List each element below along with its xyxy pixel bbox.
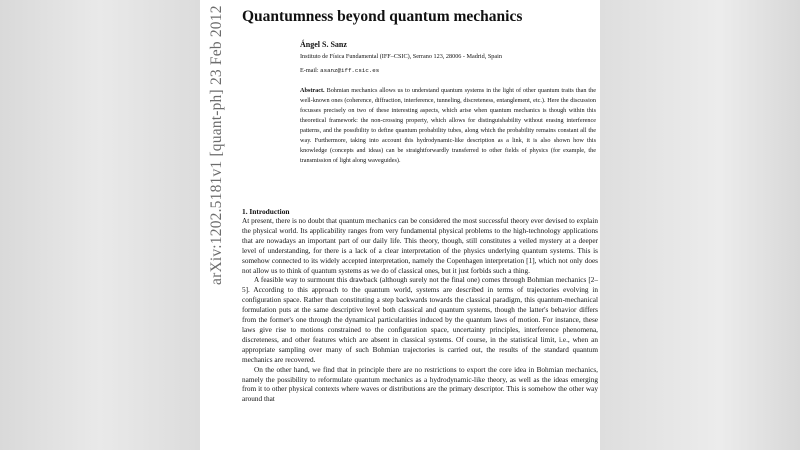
section-heading: 1. Introduction <box>242 207 290 216</box>
email-label: E-mail: <box>300 67 319 74</box>
abstract-text: Bohmian mechanics allows us to understand quantum systems in the light of other quantum traits than the well-known ones (coherence, diffraction, interference, tunneling, discreteness, entanglement, etc.). Here the discussion focusses precisely on two of these interesting aspects, which arise when quantum mechanics is though within this theoretical framework: the non-crossing property, which allows for distinguishability without erasing interference patterns, and the possibility to define quantum probability tubes, along which the probability remains constant all the way. Furthermore, taking into account this hydrodynamic-like description as a link, it is also shown how this knowledge (concepts and ideas) can be straightforwardly transferred to other fields of physics (for example, the transmission of light along waveguides). <box>300 87 596 164</box>
author-affiliation: Instituto de Física Fundamental (IFF–CSIC), Serrano 123, 28006 - Madrid, Spain <box>300 53 502 60</box>
author-email <box>300 67 379 74</box>
document-page <box>200 0 600 450</box>
arxiv-identifier: arXiv:1202.5181v1 [quant-ph] 23 Feb 2012 <box>208 5 225 285</box>
email-address[interactable]: asanz@iff.csic.es <box>320 67 380 74</box>
paper-title: Quantumness beyond quantum mechanics <box>242 8 523 25</box>
paragraph: On the other hand, we find that in principle there are no restrictions to export the core idea in Bohmian mechanics, namely the possibility to reformulate quantum mechanics as a hydrodynamic-like theory, as well as the ideas emerging from it to other physical contexts where waves or distributions are the primary descriptor. This is somehow the other way around that <box>242 365 598 404</box>
abstract-label: Abstract. <box>300 87 325 94</box>
left-background <box>0 0 200 450</box>
right-background <box>600 0 800 450</box>
paragraph: At present, there is no doubt that quantum mechanics can be considered the most successful theory ever devised to explain the physical world. Its applicability ranges from very fundamental physical problems to the high-technology applications that are nowadays an important part of our daily life. This theory, though, still constitutes a veiled mystery at a deeper level of understanding, for there is a lack of a clear interpretation of the physics underlying quantum systems. This is somehow connected to its widely accepted interpretation, namely the Copenhagen interpretation [1], which not only does not allow us to think of quantum systems as we do of classical ones, but it just forbids such a thing. <box>242 217 598 275</box>
paragraph: A feasible way to surmount this drawback (although surely not the final one) comes through Bohmian mechanics [2–5]. According to this approach to the quantum world, systems are described in terms of trajectories evolving in configuration space. Rather than constituting a step backwards towards the classical paradigm, this quantum-mechanical formulation puts at the same descriptive level both classical and quantum systems, though the latter's behavior differs from the former's one through the dynamical particularities induced by the quantum laws of motion. For instance, these laws give rise to motions constrained to the configuration space, uncertainty principles, interference phenomena, discreteness, and other features which are absent in classical systems. Of course, in the statistical limit, i.e., when an appropriate sampling over many of such Bohmian trajectories is carried out, the results of the standard quantum mechanics are recovered. <box>242 276 598 364</box>
author-name: Ángel S. Sanz <box>300 40 347 49</box>
body-text <box>242 217 598 405</box>
abstract <box>300 86 596 166</box>
